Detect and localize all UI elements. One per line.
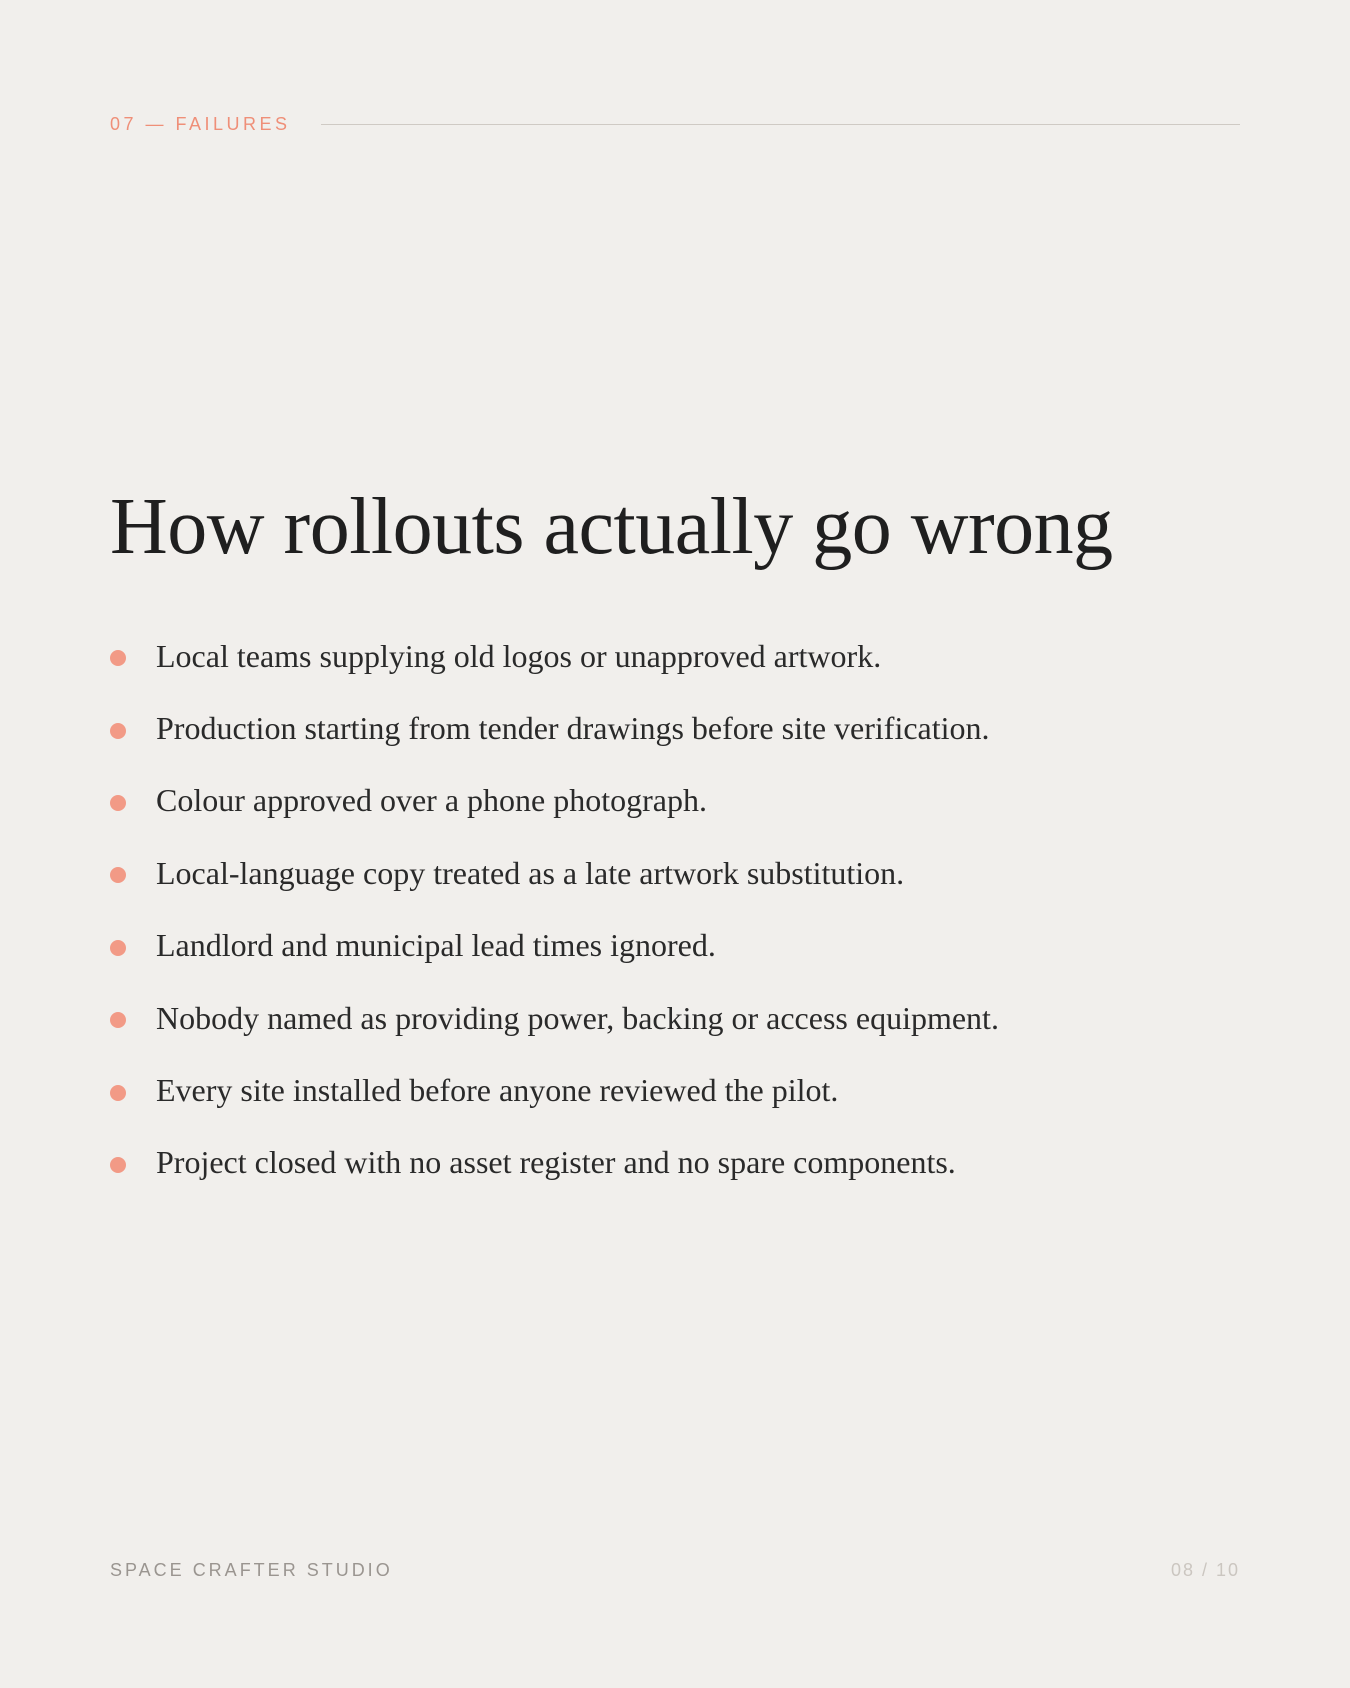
- list-item: [110, 765, 999, 837]
- section-label: 07 — FAILURES: [110, 113, 291, 134]
- bullet-text: Local-language copy treated as a late artwork substitution.: [156, 854, 905, 891]
- bullet-dot-icon: [110, 1085, 126, 1101]
- page-footer: [110, 1560, 1240, 1581]
- list-item: [110, 620, 999, 692]
- bullet-dot-icon: [110, 650, 126, 666]
- bullet-dot-icon: [110, 723, 126, 739]
- studio-name: SPACE CRAFTER STUDIO: [110, 1560, 393, 1580]
- bullet-text: Landlord and municipal lead times ignored.: [156, 927, 716, 964]
- bullet-text: Colour approved over a phone photograph.: [156, 782, 707, 819]
- list-item: [110, 1127, 999, 1199]
- list-item: [110, 837, 999, 909]
- page-title: How rollouts actually go wrong: [110, 483, 1113, 571]
- bullet-dot-icon: [110, 1012, 126, 1028]
- bullet-text: Every site installed before anyone reviewed the pilot.: [156, 1072, 839, 1109]
- bullet-dot-icon: [110, 795, 126, 811]
- bullet-list: [110, 620, 999, 1199]
- bullet-text: Local teams supplying old logos or unapproved artwork.: [156, 637, 882, 674]
- bullet-dot-icon: [110, 1157, 126, 1173]
- bullet-text: Project closed with no asset register and no spare components.: [156, 1144, 956, 1181]
- bullet-dot-icon: [110, 940, 126, 956]
- bullet-dot-icon: [110, 867, 126, 883]
- list-item: [110, 982, 999, 1054]
- list-item: [110, 1054, 999, 1126]
- list-item: [110, 692, 999, 764]
- section-header: [110, 112, 1240, 136]
- page-number: 08 / 10: [1170, 1560, 1240, 1580]
- bullet-text: Nobody named as providing power, backing or access equipment.: [156, 999, 999, 1036]
- bullet-text: Production starting from tender drawings before site verification.: [156, 710, 990, 747]
- header-divider: [321, 124, 1240, 125]
- list-item: [110, 910, 999, 982]
